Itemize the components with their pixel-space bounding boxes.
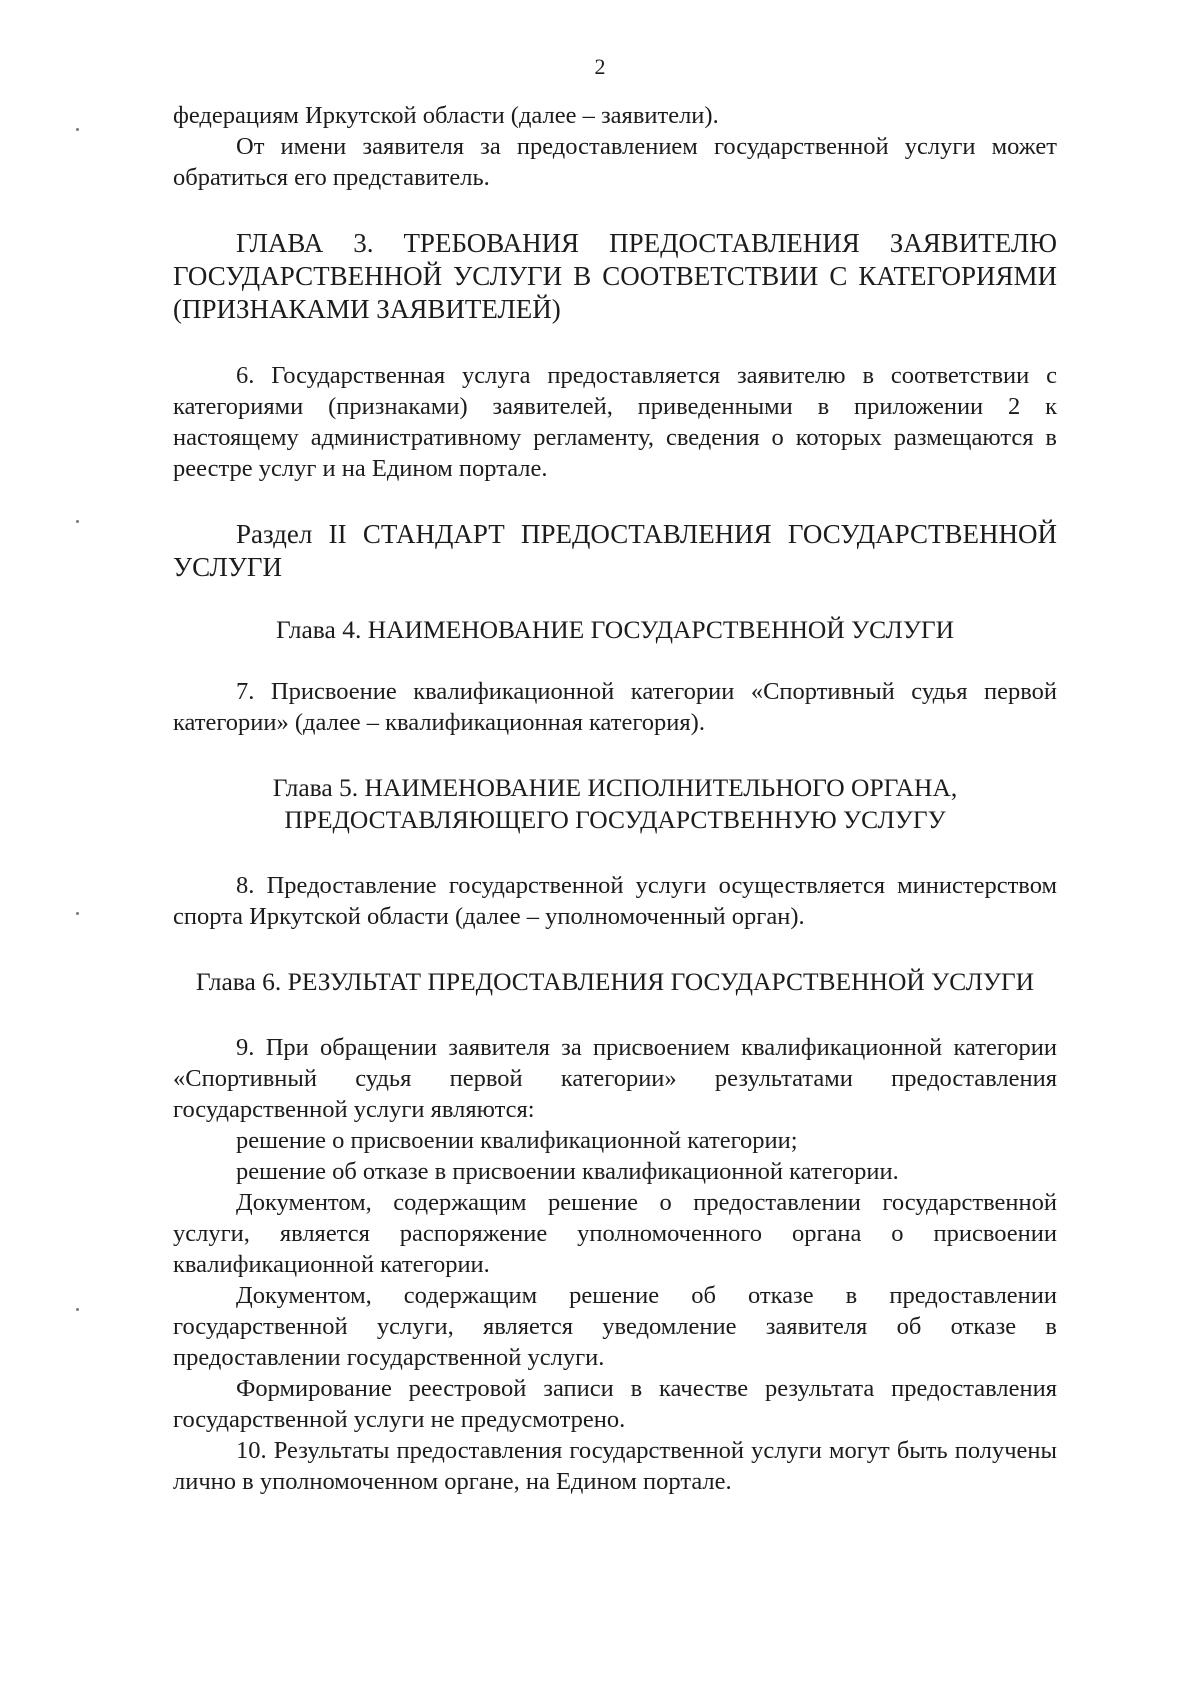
scan-mark [76, 912, 79, 915]
section-2-heading: Раздел II СТАНДАРТ ПРЕДОСТАВЛЕНИЯ ГОСУДАРСТВЕННОЙ УСЛУГИ [173, 519, 1057, 582]
paragraph-9-item-1: решение о присвоении квалификационной категории; [236, 1127, 798, 1154]
page-number: 2 [594, 54, 606, 79]
chapter-5-heading-line-2: ПРЕДОСТАВЛЯЮЩЕГО ГОСУДАРСТВЕННУЮ УСЛУГУ [284, 805, 946, 834]
paragraph-9-refusal-document: Документом, содержащим решение об отказе в предоставлении государственной услуги, является уведомление заявителя об отказе в предоставлении государственной услуги. [173, 1282, 1057, 1371]
paragraph-9: 9. При обращении заявителя за присвоением квалификационной категории «Спортивный судья первой категории» результатами предоставления государственной услуги являются: [173, 1034, 1057, 1123]
paragraph-9-decision-document: Документом, содержащим решение о предоставлении государственной услуги, является распоряжение уполномоченного органа о присвоении квалификационной категории. [173, 1189, 1057, 1278]
chapter-4-heading: Глава 4. НАИМЕНОВАНИЕ ГОСУДАРСТВЕННОЙ УСЛУГИ [275, 615, 955, 644]
chapter-5-heading-line-1: Глава 5. НАИМЕНОВАНИЕ ИСПОЛНИТЕЛЬНОГО ОРГАНА, [272, 773, 958, 802]
paragraph-representative: От имени заявителя за предоставлением государственной услуги может обратиться его представитель. [173, 133, 1057, 191]
scan-mark [76, 1308, 79, 1311]
paragraph-6: 6. Государственная услуга предоставляется заявителю в соответствии с категориями (признаками) заявителей, приведенными в приложении 2 к настоящему административному регламенту, сведения о которых размещаются в реестре услуг и на Едином портале. [173, 362, 1057, 482]
chapter-6-heading: Глава 6. РЕЗУЛЬТАТ ПРЕДОСТАВЛЕНИЯ ГОСУДАРСТВЕННОЙ УСЛУГИ [195, 967, 1035, 996]
paragraph-7: 7. Присвоение квалификационной категории «Спортивный судья первой категории» (далее – квалификационная категория). [173, 678, 1057, 736]
chapter-3-heading: ГЛАВА 3. ТРЕБОВАНИЯ ПРЕДОСТАВЛЕНИЯ ЗАЯВИТЕЛЮ ГОСУДАРСТВЕННОЙ УСЛУГИ В СООТВЕТСТВИИ С КАТЕГОРИЯМИ (ПРИЗНАКАМИ ЗАЯВИТЕЛЕЙ) [173, 228, 1057, 324]
paragraph-9-item-2: решение об отказе в присвоении квалификационной категории. [236, 1158, 899, 1185]
scan-mark [76, 128, 79, 131]
scan-mark [76, 520, 79, 523]
paragraph-9-registry-record: Формирование реестровой записи в качестве результата предоставления государственной услуги не предусмотрено. [173, 1375, 1057, 1433]
paragraph-10: 10. Результаты предоставления государственной услуги могут быть получены лично в уполномоченном органе, на Едином портале. [173, 1437, 1057, 1495]
document-text [173, 100, 1057, 1497]
paragraph-8: 8. Предоставление государственной услуги осуществляется министерством спорта Иркутской области (далее – уполномоченный орган). [173, 872, 1057, 930]
paragraph-continuation: федерациям Иркутской области (далее – заявители). [173, 102, 719, 129]
